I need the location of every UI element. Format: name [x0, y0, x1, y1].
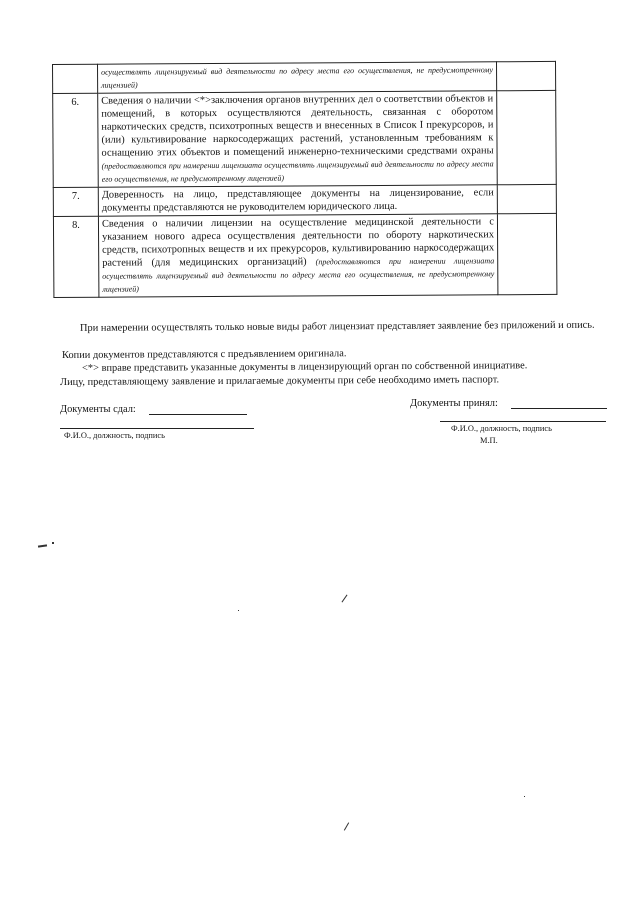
row-description — [98, 91, 498, 187]
row-mark-cell — [496, 61, 555, 90]
note-new-works: При намерении осуществлять только новые виды работ лицензиат представляет заявление без приложений и опись. — [80, 319, 595, 334]
submitted-signature-line — [149, 414, 247, 415]
accepted-signature-line — [511, 408, 607, 409]
submitted-name-line — [60, 428, 254, 429]
row-number: 6. — [53, 93, 99, 187]
submitted-label: Документы сдал: — [60, 404, 136, 415]
note-passport: Лицу, представляющему заявление и прилагаемые документы при себе необходимо иметь паспорт. — [60, 374, 500, 388]
scan-speck — [52, 542, 54, 544]
scan-speck — [38, 544, 47, 547]
scan-speck — [238, 610, 239, 611]
note-initiative: <*> вправе представить указанные документы в лицензирующий орган по собственной инициативе. — [82, 360, 528, 374]
row-number: 7. — [53, 187, 98, 216]
stamp-placeholder: М.П. — [480, 436, 498, 445]
scan-speck — [524, 796, 525, 797]
row-mark-cell — [497, 90, 557, 184]
table-row — [53, 90, 557, 187]
row-text: Сведения о наличии <*>заключения органов внутренних дел о соответствии объектов и помещений, в которых осуществляются деятельность, связанная с оборотом наркотических средств, психотропных веществ и внесенных в Список I прекурсоров, и (или) культивирование наркосодержащих растений, установленным требованиям к оснащению этих объектов и помещений инженерно-техническими средствами охраны — [101, 93, 494, 159]
row-number: 8. — [53, 216, 98, 297]
row-number — [53, 64, 98, 93]
row-description — [98, 62, 497, 93]
row-text: Доверенность на лицо, представляющее документы на лицензирование, если документы представляются не руководителем юридического лица. — [101, 187, 494, 214]
table-row — [53, 61, 556, 93]
row-note: (предоставляются при намерении лицензиата осуществлять лицензируемый вид деятельности по адресу места его осуществления, не предусмотренному лицензией) — [101, 159, 494, 184]
documents-table — [52, 61, 557, 298]
accepted-label: Документы принял: — [410, 398, 498, 409]
row-note: осуществлять лицензируемый вид деятельности по адресу места его осуществления, не предусмотренному лицензией) — [101, 65, 494, 90]
row-mark-cell — [497, 213, 556, 294]
row-description — [98, 214, 497, 297]
row-note: (предоставляются при намерении лицензиата осуществлять лицензируемый вид деятельности по адресу места его осуществления, не предусмотренному лицензией) — [102, 256, 495, 294]
accepted-caption: Ф.И.О., должность, подпись — [451, 424, 552, 433]
accepted-name-line — [440, 421, 606, 422]
table-row — [53, 184, 556, 216]
row-text: Сведения о наличии лицензии на осуществление медицинской деятельности с указанием нового адреса осуществления деятельности по обороту наркотических средств, психотропных веществ и их прекурсоров, культивированию наркосодержащих растений (для медицинских организаций) — [101, 216, 495, 269]
submitted-caption: Ф.И.О., должность, подпись — [64, 431, 165, 440]
row-description — [98, 185, 497, 216]
note-copies: Копии документов представляются с предъявлением оригинала. — [62, 348, 347, 361]
scan-speck — [344, 822, 349, 830]
row-mark-cell — [497, 184, 556, 213]
table-row — [53, 213, 556, 297]
scan-speck — [342, 595, 348, 603]
